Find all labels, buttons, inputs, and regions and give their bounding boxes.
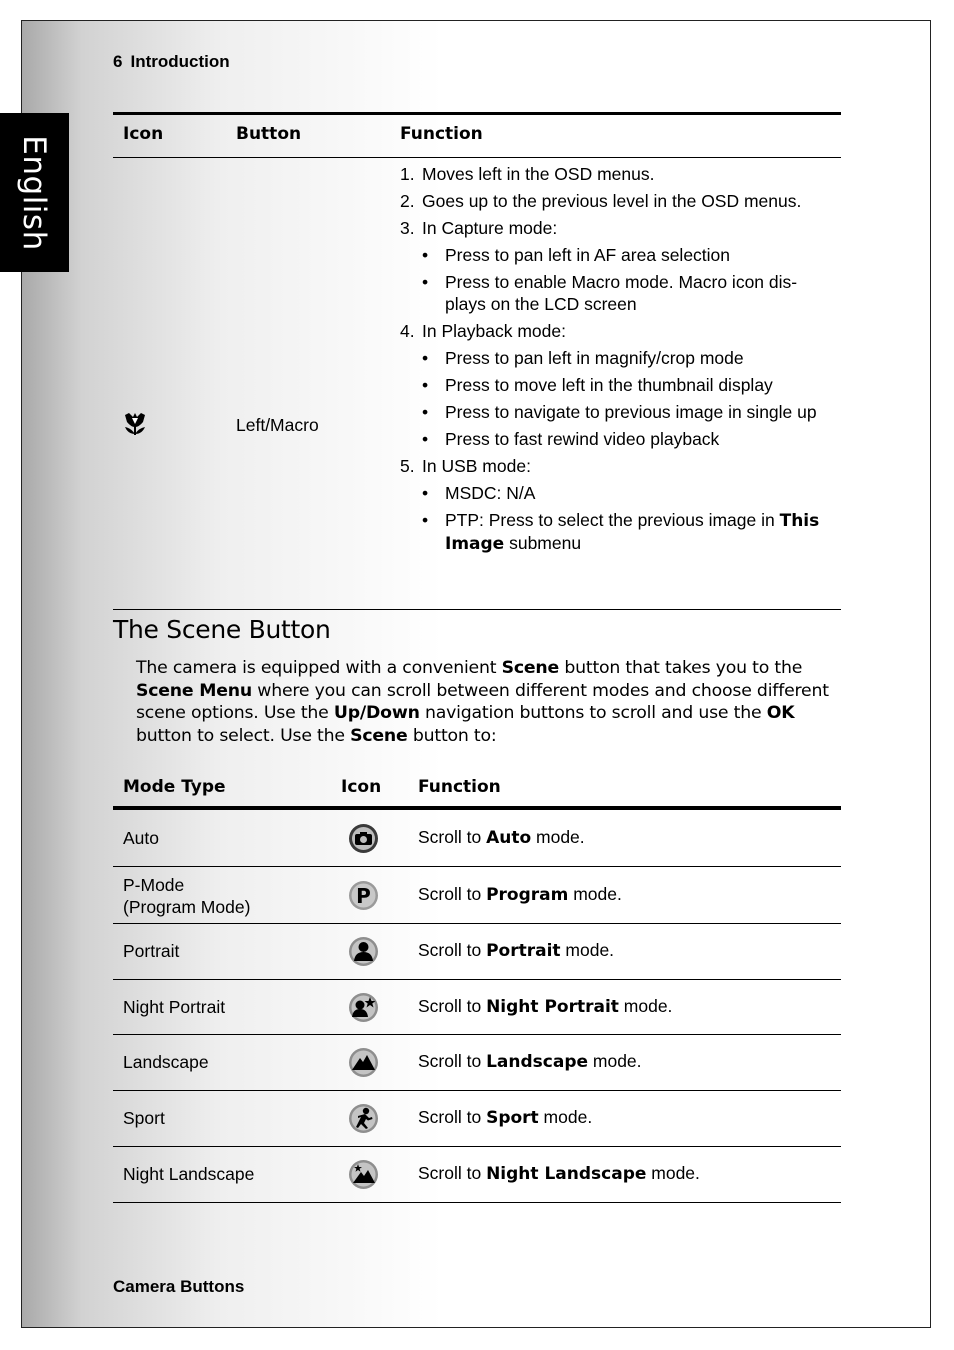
bullet: • (422, 429, 429, 449)
subitem-text: Press to enable Macro mode. Macro icon dis-plays on the LCD screen (445, 272, 798, 314)
bullet: • (422, 272, 429, 292)
mode-table-row (113, 980, 841, 1035)
mode-table-row (113, 924, 841, 980)
mode-type-cell (123, 874, 250, 918)
function-prefix: Scroll to (418, 996, 487, 1016)
item-number: 3. (400, 218, 415, 238)
page-number: 6 (113, 52, 123, 71)
mode-type-line: P-Mode (123, 875, 185, 895)
page-header (113, 52, 230, 72)
mode-type-cell (123, 827, 159, 849)
button-table-row (113, 158, 841, 610)
sport-icon (348, 1103, 379, 1134)
mode-type-line: Portrait (123, 941, 180, 961)
item-number: 5. (400, 456, 415, 476)
function-prefix: Scroll to (418, 940, 487, 960)
mode-table-header (113, 768, 841, 810)
function-subitem (400, 509, 836, 555)
function-subitem (400, 271, 836, 315)
item-text: In Capture mode: (422, 218, 558, 238)
mode-type-cell (123, 1051, 209, 1073)
intro-bold: Up/Down (333, 703, 420, 723)
function-mode-name: Portrait (486, 941, 561, 961)
mode-table (113, 768, 841, 1203)
bullet: • (422, 510, 429, 530)
function-subitem (400, 244, 836, 266)
item-number: 4. (400, 321, 415, 341)
item-number: 2. (400, 191, 415, 211)
column-header-icon: Icon (123, 124, 164, 144)
function-list (400, 163, 836, 560)
column-header-button: Button (236, 124, 302, 144)
intro-bold: Scene (501, 658, 560, 678)
bullet: • (422, 402, 429, 422)
mode-function-cell (418, 1107, 592, 1128)
subitem-text: Press to navigate to previous image in single up (445, 402, 817, 422)
function-mode-name: Night Portrait (486, 997, 619, 1017)
intro-bold: OK (766, 703, 795, 723)
subitem-text: PTP: Press to select the previous image in (445, 510, 780, 530)
function-suffix: mode. (568, 884, 622, 904)
portrait-icon (348, 936, 379, 967)
mode-type-line: Landscape (123, 1052, 209, 1072)
mode-type-line: (Program Mode) (123, 897, 251, 917)
subitem-text: Press to pan left in magnify/crop mode (445, 348, 744, 368)
intro-text: button that takes you to the (559, 658, 803, 678)
night-portrait-icon (348, 992, 379, 1023)
function-mode-name: Sport (486, 1108, 539, 1128)
function-prefix: Scroll to (418, 1051, 487, 1071)
mode-table-row (113, 1035, 841, 1091)
bullet: • (422, 348, 429, 368)
night-landscape-icon (348, 1159, 379, 1190)
camera-icon (348, 823, 379, 854)
program-p-icon (348, 880, 379, 911)
item-number: 1. (400, 164, 415, 184)
subitem-text: submenu (504, 533, 582, 553)
bullet: • (422, 483, 429, 503)
mode-function-cell (418, 1163, 700, 1184)
intro-bold: Scene Menu (136, 680, 252, 701)
landscape-icon (348, 1047, 379, 1078)
function-suffix: mode. (618, 996, 673, 1016)
mode-table-row (113, 810, 841, 867)
function-suffix: mode. (588, 1051, 642, 1071)
function-item (400, 217, 836, 239)
function-subitem (400, 482, 836, 504)
function-prefix: Scroll to (418, 827, 487, 847)
intro-text: navigation buttons to scroll and use the (419, 703, 767, 723)
column-header-mode-type: Mode Type (123, 777, 226, 797)
mode-type-line: Auto (123, 828, 159, 848)
mode-table-row (113, 867, 841, 924)
mode-function-cell (418, 1051, 642, 1072)
function-item (400, 320, 836, 342)
bullet: • (422, 375, 429, 395)
macro-flower-icon (123, 412, 147, 438)
function-subitem (400, 374, 836, 396)
mode-function-cell (418, 884, 622, 905)
function-suffix: mode. (531, 827, 585, 847)
button-table (113, 112, 841, 610)
mode-type-line: Night Portrait (123, 997, 226, 1017)
function-prefix: Scroll to (418, 1163, 487, 1183)
intro-text: The camera is equipped with a convenient (136, 658, 502, 678)
intro-text: button to select. Use the (136, 725, 351, 746)
intro-text: button to: (407, 725, 497, 746)
function-mode-name: Night Landscape (486, 1164, 647, 1184)
function-suffix: mode. (538, 1107, 593, 1127)
function-subitem (400, 401, 836, 423)
column-header-function: Function (400, 124, 483, 144)
function-item (400, 163, 836, 185)
function-suffix: mode. (646, 1163, 700, 1183)
function-subitem (400, 347, 836, 369)
mode-type-line: Sport (123, 1108, 165, 1128)
mode-type-line: Night Landscape (123, 1164, 255, 1184)
language-tab (0, 113, 69, 272)
function-subitem (400, 428, 836, 450)
function-suffix: mode. (560, 940, 615, 960)
mode-type-cell (123, 1163, 254, 1185)
page-footer: Camera Buttons (113, 1277, 245, 1296)
mode-function-cell (418, 827, 585, 848)
mode-type-cell (123, 996, 225, 1018)
intro-text: where you can scroll between different modes and choose different scene options. Use the (136, 680, 829, 723)
section-name: Introduction (130, 52, 230, 71)
mode-function-cell (418, 940, 614, 961)
item-text: In USB mode: (422, 456, 531, 476)
function-mode-name: Auto (486, 828, 532, 848)
item-text: Moves left in the OSD menus. (422, 164, 655, 184)
function-prefix: Scroll to (418, 884, 487, 904)
language-tab-label: English (16, 135, 52, 251)
subitem-bold: This Image (445, 511, 820, 554)
section-title: The Scene Button (113, 615, 331, 644)
button-table-header (113, 112, 841, 158)
function-item (400, 455, 836, 477)
bullet: • (422, 245, 429, 265)
button-name: Left/Macro (236, 415, 319, 435)
intro-bold: Scene (350, 725, 408, 746)
mode-function-cell (418, 996, 672, 1017)
mode-type-cell (123, 1107, 165, 1129)
column-header-function: Function (418, 777, 501, 797)
svg-text:P: P (356, 884, 371, 908)
column-header-icon: Icon (341, 777, 382, 797)
subitem-text: Press to move left in the thumbnail display (445, 375, 773, 395)
mode-table-row (113, 1147, 841, 1203)
subitem-text: Press to pan left in AF area selection (445, 245, 731, 265)
subitem-text: MSDC: N/A (445, 483, 536, 503)
function-item (400, 190, 836, 212)
item-text: In Playback mode: (422, 321, 566, 341)
function-mode-name: Program (486, 885, 569, 905)
item-text: Goes up to the previous level in the OSD menus. (422, 191, 802, 211)
function-mode-name: Landscape (486, 1052, 589, 1072)
mode-table-row (113, 1091, 841, 1147)
subitem-text: Press to fast rewind video playback (445, 429, 720, 449)
intro-paragraph (136, 657, 841, 747)
function-prefix: Scroll to (418, 1107, 487, 1127)
mode-type-cell (123, 940, 179, 962)
